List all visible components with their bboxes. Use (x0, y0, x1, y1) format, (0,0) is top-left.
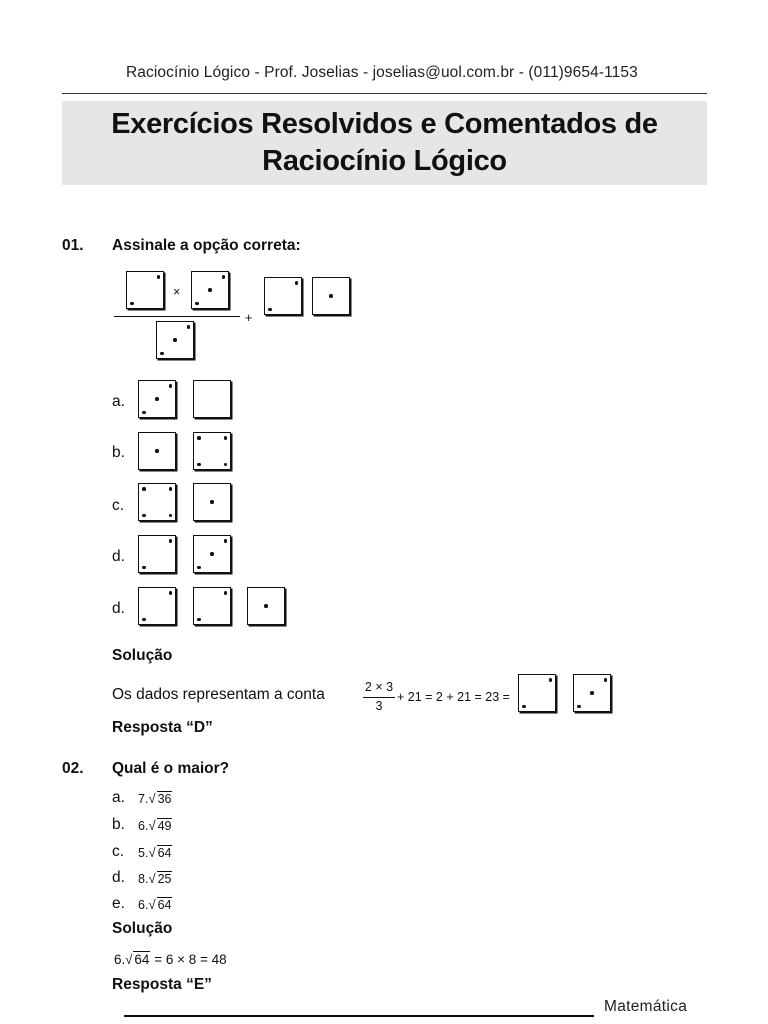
die-pip (224, 436, 228, 440)
q2-option-e-expr (138, 897, 172, 912)
die-two (193, 587, 231, 625)
die-pip (268, 308, 272, 312)
sqrt-icon: √ (148, 845, 156, 860)
solution-2-title: Solução (112, 920, 173, 937)
page-header: Raciocínio Lógico - Prof. Joselias - joselias@uol.com.br - (011)9654-1153 (126, 64, 638, 81)
question-1-text: Assinale a opção correta: (112, 237, 301, 254)
die-pip (197, 436, 201, 440)
q2-option-e-label: e. (112, 895, 125, 912)
die-three (156, 321, 194, 359)
coefficient: 7. (138, 792, 149, 806)
die-pip (155, 449, 159, 453)
die-pip (169, 539, 173, 543)
radicand: 25 (157, 872, 172, 886)
die-pip (224, 463, 228, 467)
die-pip (590, 691, 594, 695)
plus-sign: + (245, 311, 253, 325)
die-pip (155, 397, 159, 401)
radicand: 64 (157, 846, 172, 860)
die-two (138, 535, 176, 573)
die-pip (169, 487, 173, 491)
option-a-label: a. (112, 393, 125, 410)
coefficient: 8. (138, 872, 149, 886)
radicand: 64 (157, 898, 172, 912)
sqrt-icon: √ (148, 871, 156, 886)
die-pip (208, 288, 212, 292)
option-c-label: c. (112, 497, 125, 514)
radicand: 49 (157, 819, 172, 833)
die-pip (222, 275, 226, 279)
answer-2: Resposta “E” (112, 976, 212, 993)
die-two (126, 271, 164, 309)
die-pip (604, 678, 608, 682)
formula-numerator: 2 × 3 (364, 680, 394, 694)
die-pip (169, 384, 173, 388)
title-line-2: Raciocínio Lógico (262, 145, 507, 177)
title-line-1: Exercícios Resolvidos e Comentados de (111, 108, 658, 140)
die-pip (130, 302, 134, 306)
q2-option-d-expr (138, 871, 172, 886)
coefficient: 5. (138, 846, 149, 860)
die-pip (264, 604, 268, 608)
formula-fraction-bar (363, 697, 395, 698)
die-pip (549, 678, 553, 682)
die-pip (157, 275, 161, 279)
die-pip (142, 618, 146, 622)
die-pip (522, 705, 526, 709)
solution-1-title: Solução (112, 647, 173, 664)
die-pip (142, 514, 146, 518)
die-four (193, 432, 231, 470)
die-pip (142, 411, 146, 415)
q2-option-b-expr (138, 818, 172, 833)
die-three (573, 674, 611, 712)
header-divider (62, 93, 707, 94)
solution-2-expr (114, 951, 227, 967)
radicand: 36 (157, 792, 172, 806)
option-d-label: d. (112, 548, 125, 565)
die-one (312, 277, 350, 315)
die-one (138, 432, 176, 470)
footer-divider (124, 1015, 594, 1017)
die-three (191, 271, 229, 309)
radicand: 64 (134, 952, 150, 967)
die-pip (295, 281, 299, 285)
die-pip (197, 618, 201, 622)
q2-option-b-label: b. (112, 816, 125, 833)
formula-denominator: 3 (375, 699, 383, 713)
solution-1-text: Os dados representam a conta (112, 686, 325, 703)
die-one (247, 587, 285, 625)
footer-subject: Matemática (604, 998, 688, 1015)
q2-option-d-label: d. (112, 869, 125, 886)
sqrt-icon: √ (148, 897, 156, 912)
sqrt-icon: √ (125, 952, 133, 967)
die-pip (224, 591, 228, 595)
die-pip (142, 487, 146, 491)
q2-option-a-expr (138, 791, 172, 806)
q2-option-a-label: a. (112, 789, 125, 806)
die-two (138, 587, 176, 625)
die-three (193, 535, 231, 573)
die-pip (577, 705, 581, 709)
die-pip (224, 539, 228, 543)
die-two (264, 277, 302, 315)
coefficient: 6. (138, 819, 149, 833)
question-2-text: Qual é o maior? (112, 760, 230, 777)
die-one (193, 483, 231, 521)
option-d2-label: d. (112, 600, 125, 617)
q2-option-c-label: c. (112, 843, 125, 860)
die-pip (210, 500, 214, 504)
title-box (62, 101, 707, 185)
times-sign: × (173, 285, 181, 299)
sqrt-icon: √ (148, 818, 156, 833)
answer-1: Resposta “D” (112, 719, 213, 736)
die-four (138, 483, 176, 521)
question-1-number: 01. (62, 237, 84, 254)
die-pip (142, 566, 146, 570)
die-three (138, 380, 176, 418)
question-2-number: 02. (62, 760, 84, 777)
sqrt-icon: √ (148, 791, 156, 806)
option-b-label: b. (112, 444, 125, 461)
die-pip (173, 338, 177, 342)
coefficient: 6. (138, 898, 149, 912)
die-pip (329, 294, 333, 298)
die-two (518, 674, 556, 712)
solution-2-rest: = 6 × 8 = 48 (154, 952, 227, 967)
q2-option-c-expr (138, 845, 172, 860)
die-pip (210, 552, 214, 556)
die-pip (169, 591, 173, 595)
die-blank (193, 380, 231, 418)
die-pip (197, 566, 201, 570)
die-pip (169, 514, 173, 518)
die-pip (187, 325, 191, 329)
die-pip (197, 463, 201, 467)
die-pip (195, 302, 199, 306)
coefficient: 6. (114, 952, 126, 967)
die-pip (160, 352, 164, 356)
formula-rest: + 21 = 2 + 21 = 23 = (397, 690, 510, 704)
fraction-bar (114, 316, 240, 317)
